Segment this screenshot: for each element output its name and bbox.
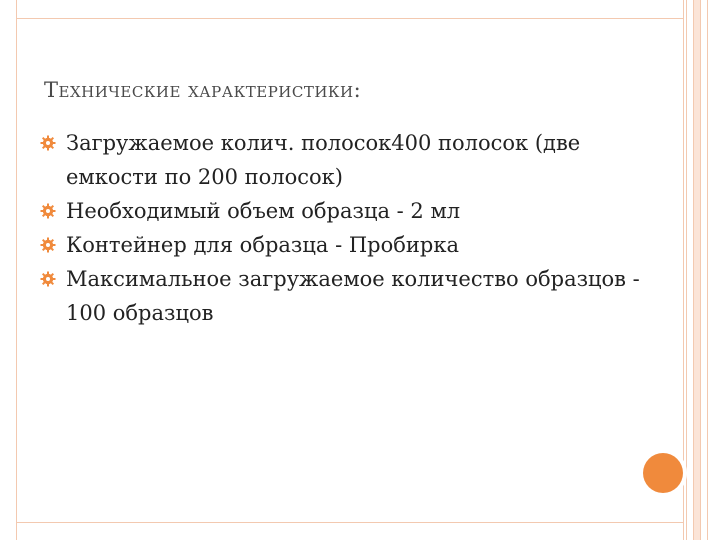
bullet-text: Необходимый объем образца - 2 мл <box>66 199 461 223</box>
list-item <box>40 228 640 262</box>
bullet-text: Контейнер для образца - Пробирка <box>66 233 459 257</box>
bullet-text: Загружаемое колич. полосок400 полосок (две емкости по 200 полосок) <box>66 131 581 189</box>
list-item <box>40 194 640 228</box>
right-decorative-bar-inner <box>693 0 701 540</box>
top-divider <box>17 18 683 19</box>
list-item <box>40 126 640 194</box>
list-item <box>40 262 640 330</box>
slide-title: Технические характеристики: <box>44 78 362 102</box>
bottom-divider <box>17 522 683 523</box>
decorative-circle <box>643 453 683 493</box>
bullet-list <box>40 126 640 330</box>
right-decorative-bar <box>686 0 708 540</box>
gear-icon <box>40 135 56 151</box>
gear-icon <box>40 203 56 219</box>
gear-icon <box>40 271 56 287</box>
bullet-text: Максимальное загружаемое количество образцов - 100 образцов <box>66 267 640 325</box>
gear-icon <box>40 237 56 253</box>
